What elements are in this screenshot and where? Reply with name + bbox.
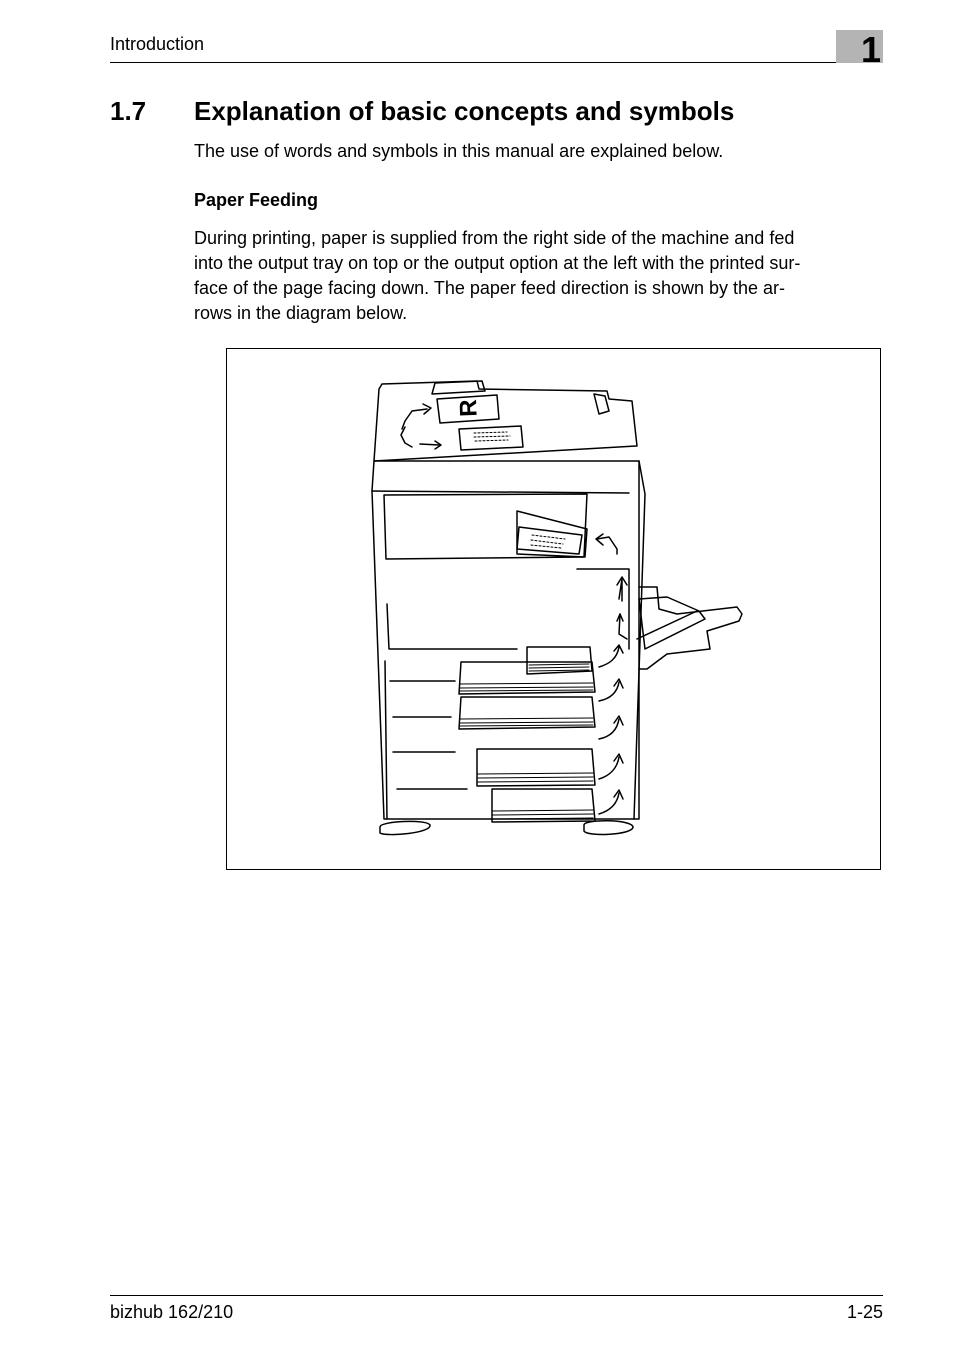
output-tray (384, 494, 587, 559)
cassette-arrow-icon (599, 647, 619, 667)
cassette-2 (459, 697, 595, 729)
feeder-right-tab (594, 394, 609, 414)
footer-page-number: 1-25 (846, 1302, 883, 1322)
cassette-3 (477, 749, 595, 786)
right-foot (584, 821, 633, 835)
left-foot (380, 821, 430, 834)
bypass-tray (639, 587, 742, 669)
intro-text: The use of words and symbols in this manual are explained below. (194, 141, 724, 161)
footer-model: bizhub 162/210 (110, 1302, 234, 1322)
paper-feed-diagram (226, 348, 881, 870)
copier-illustration (227, 349, 882, 871)
section-title: Explanation of basic concepts and symbols (194, 96, 735, 126)
document-feeder (374, 381, 637, 461)
paper-feeding-heading: Paper Feeding (194, 190, 319, 210)
scanned-page (459, 426, 523, 450)
chapter-tab (836, 29, 883, 70)
chapter-number: 1 (860, 29, 881, 70)
paper-feeding-paragraph (194, 226, 894, 326)
paragraph-line: rows in the diagram below. (194, 303, 408, 323)
footer-divider (110, 1295, 883, 1296)
cassette-4 (492, 789, 595, 822)
running-header: Introduction (110, 34, 205, 54)
original-label: R (455, 398, 483, 418)
feed-arrow-icon (597, 537, 617, 554)
paragraph-line: face of the page facing down. The paper feed direction is shown by the ar- (194, 278, 786, 298)
paragraph-line: During printing, paper is supplied from the right side of the machine and fed (194, 228, 795, 248)
feeder-arrow-icon (402, 409, 427, 429)
copier-body (372, 461, 639, 819)
header-divider (110, 62, 883, 63)
paragraph-line: into the output tray on top or the output option at the left with the printed sur- (194, 253, 801, 273)
section-number: 1.7 (110, 96, 147, 126)
